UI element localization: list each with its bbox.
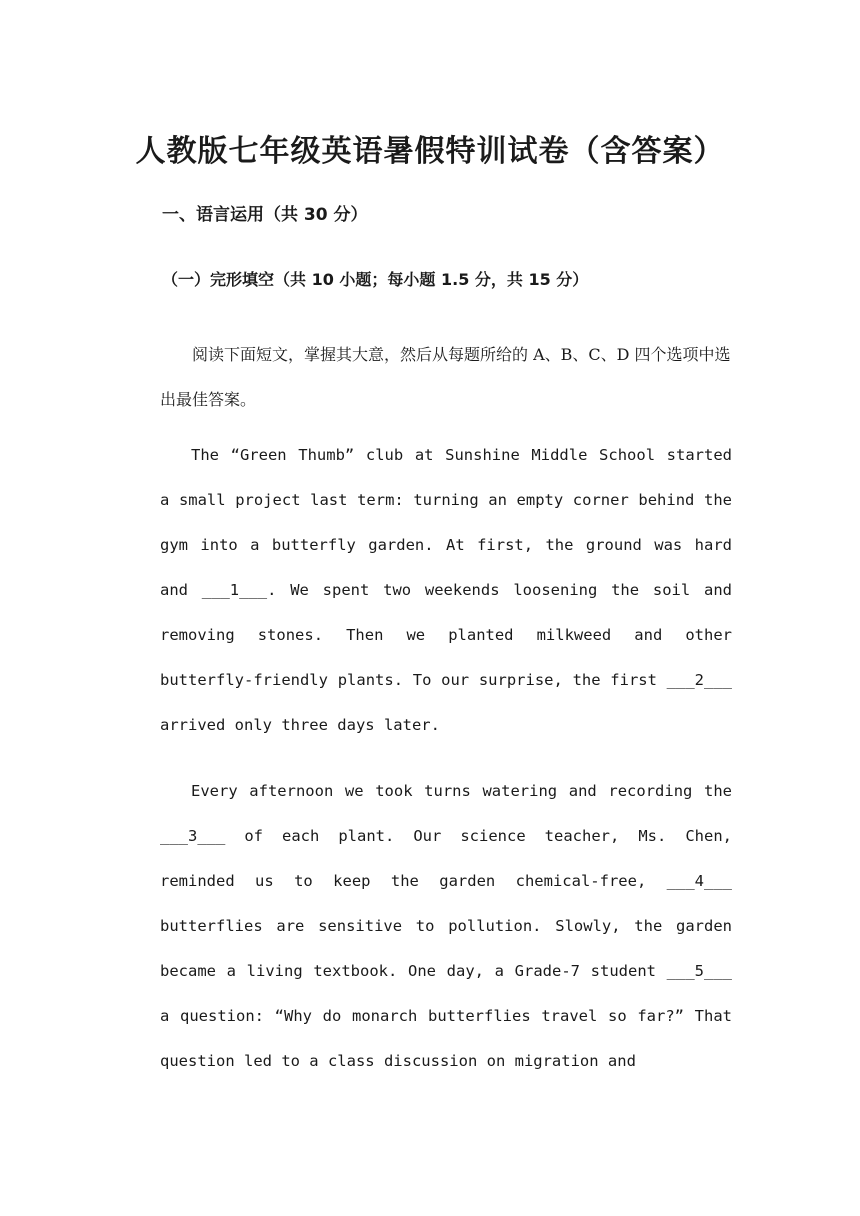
subsection-heading: （一）完形填空（共 10 小题；每小题 1.5 分，共 15 分） xyxy=(162,270,589,289)
instructions-text: 阅读下面短文，掌握其大意，然后从每题所给的 A、B、C、D 四个选项中选出最佳答案。 xyxy=(160,345,731,409)
document-title: 人教版七年级英语暑假特训试卷（含答案） xyxy=(135,134,725,169)
passage-paragraph: The “Green Thumb” club at Sunshine Middle School started a small project last term: turning an empty corner behind the gym into a butterfly garden. At first, the ground was hard and ___1___. We spent two weekends loosening the soil and removing stones. Then we planted milkweed and other butterfly-friendly plants. To our surprise, the first ___2___ arrived only three days later. xyxy=(160,446,732,734)
passage-paragraph: Every afternoon we took turns watering and recording the ___3___ of each plant. Our science teacher, Ms. Chen, reminded us to keep the garden chemical-free, ___4___ butterflies are sensitive to pollution. Slowly, the garden became a living textbook. One day, a Grade-7 student ___5___ a question: “Why do monarch butterflies travel so far?” That question led to a class discussion on migration and xyxy=(160,782,732,1070)
section-heading: 一、语言运用（共 30 分） xyxy=(162,205,368,225)
